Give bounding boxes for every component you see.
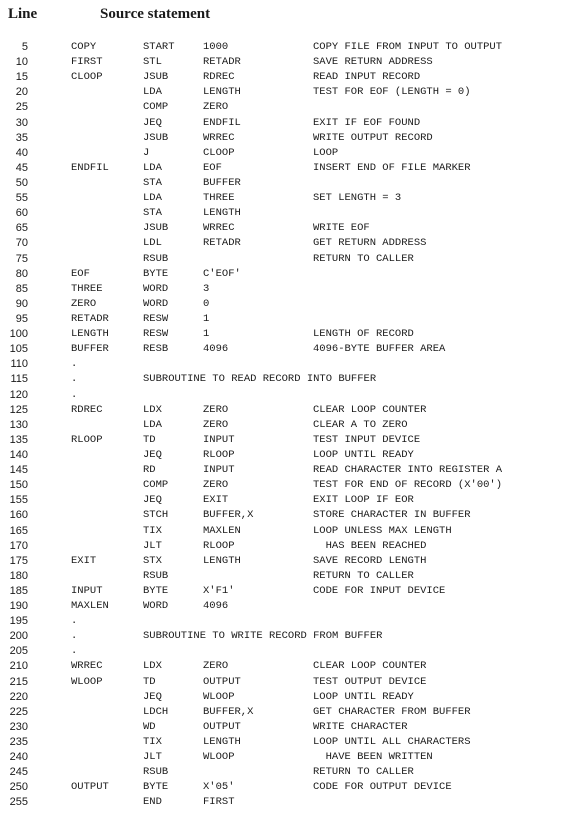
comment-field: RETURN TO CALLER [313,252,414,265]
opcode-field: END [143,796,162,809]
operand-field: X'05' [203,781,235,794]
label-field: . [71,373,78,386]
listing-row [0,116,567,131]
opcode-field: JSUB [143,222,169,235]
opcode-field: JEQ [143,690,162,703]
comment-field: HAS BEEN REACHED [313,539,427,552]
opcode-field: JEQ [143,494,162,507]
comment-field: HAVE BEEN WRITTEN [313,751,433,764]
line-number: 240 [9,751,28,764]
comment-field: LOOP UNTIL READY [313,448,414,461]
listing-row [0,312,567,327]
listing-row [0,463,567,478]
line-number: 75 [15,252,28,265]
line-number: 15 [15,71,28,84]
listing-row [0,221,567,236]
listing-row [0,554,567,569]
listing-row [0,282,567,297]
opcode-field: TD [143,675,156,688]
line-number: 250 [9,781,28,794]
operand-field: 4096 [203,343,229,356]
line-number: 70 [15,237,28,250]
listing-row [0,720,567,735]
listing-row [0,191,567,206]
label-field: . [71,645,78,658]
comment-field: SAVE RETURN ADDRESS [313,56,433,69]
comment-field: LOOP [313,146,339,159]
line-number: 120 [9,388,28,401]
listing-row [0,539,567,554]
line-number: 190 [9,600,28,613]
operand-field: LENGTH [203,86,241,99]
operand-field: LENGTH [203,207,241,220]
line-number: 85 [15,282,28,295]
listing-row [0,418,567,433]
opcode-field: SUBROUTINE TO READ RECORD INTO BUFFER [143,373,377,386]
line-number: 115 [10,373,28,386]
opcode-field: JLT [143,539,162,552]
comment-field: WRITE OUTPUT RECORD [313,131,433,144]
listing-row [0,236,567,251]
operand-field: C'EOF' [203,267,241,280]
opcode-field: RESW [143,312,169,325]
line-number: 135 [9,433,28,446]
comment-field: SET LENGTH = 3 [313,192,402,205]
line-number: 140 [9,448,28,461]
comment-field: CODE FOR INPUT DEVICE [313,584,446,597]
label-field: OUTPUT [71,781,109,794]
opcode-field: JSUB [143,71,169,84]
line-number: 220 [9,690,28,703]
comment-field: LOOP UNTIL READY [313,690,414,703]
opcode-field: START [143,41,175,53]
label-field: THREE [71,282,103,295]
operand-field: WRREC [203,222,235,235]
operand-field: RLOOP [203,539,235,552]
opcode-field: LDA [143,192,162,205]
listing-row [0,55,567,70]
operand-field: 1 [203,328,210,341]
line-number: 245 [9,766,28,779]
line-number: 40 [15,146,28,159]
opcode-field: TIX [143,736,162,749]
opcode-field: STA [143,176,162,189]
label-field: ENDFIL [71,161,109,174]
comment-field: WRITE EOF [313,222,370,235]
comment-field: READ CHARACTER INTO REGISTER A [313,464,503,477]
listing-row [0,569,567,584]
comment-field: GET CHARACTER FROM BUFFER [313,705,471,718]
line-number: 25 [15,101,28,114]
comment-field: LENGTH OF RECORD [313,328,414,341]
opcode-field: WD [143,720,156,733]
comment-field: RETURN TO CALLER [313,569,414,582]
comment-field: 4096-BYTE BUFFER AREA [313,343,446,356]
opcode-field: BYTE [143,584,169,597]
line-number: 50 [15,176,28,189]
line-number: 30 [15,116,28,129]
operand-field: RETADR [203,237,241,250]
line-number: 145 [9,464,28,477]
label-field: EXIT [71,554,97,567]
label-field: RETADR [71,312,109,325]
opcode-field: STCH [143,509,169,522]
comment-field: TEST FOR END OF RECORD (X'00') [313,479,503,492]
line-number: 205 [9,645,28,658]
opcode-field: WORD [143,297,169,310]
listing-row [0,690,567,705]
opcode-field: COMP [143,479,169,492]
opcode-field: WORD [143,600,169,613]
label-field: CLOOP [71,71,103,84]
source-listing [0,40,567,811]
operand-field: LENGTH [203,736,241,749]
operand-field: ZERO [203,479,229,492]
operand-field: ZERO [203,403,229,416]
line-number: 100 [9,328,28,341]
opcode-field: J [143,146,150,159]
line-number: 20 [15,86,28,99]
listing-row [0,599,567,614]
label-field: . [71,630,78,643]
comment-field: TEST INPUT DEVICE [313,433,421,446]
opcode-field: TIX [143,524,162,537]
opcode-field: JSUB [143,131,169,144]
opcode-field: COMP [143,101,169,114]
comment-field: EXIT IF EOF FOUND [313,116,421,129]
opcode-field: RSUB [143,766,169,779]
line-number: 160 [9,509,28,522]
operand-field: ZERO [203,660,229,673]
opcode-field: WORD [143,282,169,295]
operand-field: RDREC [203,71,235,84]
operand-field: CLOOP [203,146,235,159]
operand-field: X'F1' [203,584,235,597]
opcode-field: JEQ [143,116,162,129]
line-number: 95 [15,312,28,325]
opcode-field: RSUB [143,252,169,265]
listing-row [0,327,567,342]
listing-header [0,6,567,26]
operand-field: BUFFER [203,176,241,189]
opcode-field: BYTE [143,267,169,280]
line-number: 55 [15,192,28,205]
listing-row [0,146,567,161]
comment-field: SAVE RECORD LENGTH [313,554,427,567]
listing-row [0,493,567,508]
comment-field: TEST FOR EOF (LENGTH = 0) [313,86,471,99]
label-field: INPUT [71,584,103,597]
line-number: 180 [9,569,28,582]
label-field: LENGTH [71,328,109,341]
comment-field: INSERT END OF FILE MARKER [313,161,471,174]
operand-field: THREE [203,192,235,205]
listing-row [0,100,567,115]
listing-row [0,584,567,599]
operand-field: WLOOP [203,690,235,703]
label-field: WLOOP [71,675,103,688]
label-field: EOF [71,267,90,280]
listing-row [0,161,567,176]
listing-row [0,644,567,659]
listing-row [0,388,567,403]
operand-field: OUTPUT [203,720,241,733]
operand-field: EXIT [203,494,229,507]
comment-field: WRITE CHARACTER [313,720,408,733]
operand-field: RETADR [203,56,241,69]
opcode-field: RSUB [143,569,169,582]
operand-field: BUFFER,X [203,705,254,718]
operand-field: EOF [203,161,222,174]
listing-row [0,780,567,795]
opcode-field: TD [143,433,156,446]
listing-row [0,629,567,644]
line-number: 195 [9,615,28,628]
opcode-field: SUBROUTINE TO WRITE RECORD FROM BUFFER [143,630,383,643]
listing-row [0,750,567,765]
comment-field: CLEAR LOOP COUNTER [313,403,427,416]
line-number: 45 [15,161,28,174]
comment-field: EXIT LOOP IF EOR [313,494,414,507]
listing-row [0,705,567,720]
opcode-field: JLT [143,751,162,764]
opcode-field: LDL [143,237,162,250]
operand-field: MAXLEN [203,524,241,537]
operand-field: ZERO [203,101,229,114]
line-number: 255 [9,796,28,809]
label-field: . [71,615,78,628]
listing-row [0,659,567,674]
operand-field: OUTPUT [203,675,241,688]
comment-field: RETURN TO CALLER [313,766,414,779]
operand-field: LENGTH [203,554,241,567]
listing-row [0,206,567,221]
listing-row [0,403,567,418]
comment-field: READ INPUT RECORD [313,71,421,84]
listing-row [0,508,567,523]
comment-field: LOOP UNTIL ALL CHARACTERS [313,736,471,749]
line-number: 65 [15,222,28,235]
label-field: FIRST [71,56,103,69]
line-number: 210 [9,660,28,673]
line-number: 175 [9,554,28,567]
line-number: 165 [9,524,28,537]
line-number: 60 [15,207,28,220]
line-column-heading: Line [8,6,38,22]
comment-field: CLEAR LOOP COUNTER [313,660,427,673]
line-number: 35 [15,131,28,144]
line-number: 170 [9,539,28,552]
listing-row [0,433,567,448]
listing-row [0,131,567,146]
opcode-field: STA [143,207,162,220]
operand-field: INPUT [203,433,235,446]
comment-field: COPY FILE FROM INPUT TO OUTPUT [313,41,503,53]
listing-row [0,795,567,810]
operand-field: 1 [203,312,210,325]
opcode-field: LDA [143,86,162,99]
line-number: 10 [15,56,28,69]
operand-field: ENDFIL [203,116,241,129]
opcode-field: LDA [143,418,162,431]
comment-field: CLEAR A TO ZERO [313,418,408,431]
operand-field: WLOOP [203,751,235,764]
opcode-field: LDA [143,161,162,174]
label-field: RDREC [71,403,103,416]
line-number: 230 [9,720,28,733]
opcode-field: STL [143,56,162,69]
listing-row [0,765,567,780]
operand-field: 4096 [203,600,229,613]
listing-row [0,40,567,55]
operand-field: RLOOP [203,448,235,461]
listing-row [0,614,567,629]
opcode-field: RESW [143,328,169,341]
line-number: 125 [9,403,28,416]
listing-row [0,342,567,357]
opcode-field: RD [143,464,156,477]
listing-row [0,85,567,100]
listing-row [0,297,567,312]
listing-row [0,735,567,750]
label-field: RLOOP [71,433,103,446]
opcode-field: RESB [143,343,169,356]
listing-row [0,252,567,267]
listing-row [0,448,567,463]
comment-field: TEST OUTPUT DEVICE [313,675,427,688]
opcode-field: JEQ [143,448,162,461]
line-number: 215 [9,675,28,688]
opcode-field: STX [143,554,162,567]
label-field: . [71,358,78,371]
listing-row [0,176,567,191]
comment-field: CODE FOR OUTPUT DEVICE [313,781,452,794]
line-number: 80 [15,267,28,280]
opcode-field: LDX [143,403,162,416]
line-number: 130 [9,418,28,431]
listing-row [0,478,567,493]
opcode-field: BYTE [143,781,169,794]
operand-field: 3 [203,282,210,295]
listing-row [0,357,567,372]
line-number: 155 [9,494,28,507]
line-number: 225 [9,705,28,718]
opcode-field: LDX [143,660,162,673]
line-number: 150 [9,479,28,492]
operand-field: FIRST [203,796,235,809]
opcode-field: LDCH [143,705,169,718]
listing-row [0,524,567,539]
line-number: 90 [15,297,28,310]
listing-row [0,372,567,387]
line-number: 185 [9,584,28,597]
listing-row [0,675,567,690]
label-field: . [71,388,78,401]
line-number: 5 [21,41,28,53]
label-field: BUFFER [71,343,109,356]
comment-field: LOOP UNLESS MAX LENGTH [313,524,452,537]
line-number: 235 [9,736,28,749]
operand-field: ZERO [203,418,229,431]
comment-field: GET RETURN ADDRESS [313,237,427,250]
label-field: COPY [71,41,97,53]
label-field: ZERO [71,297,97,310]
operand-field: 0 [203,297,210,310]
operand-field: INPUT [203,464,235,477]
source-column-heading: Source statement [100,6,211,22]
operand-field: BUFFER,X [203,509,254,522]
comment-field: STORE CHARACTER IN BUFFER [313,509,471,522]
listing-row [0,267,567,282]
operand-field: WRREC [203,131,235,144]
listing-row [0,70,567,85]
label-field: WRREC [71,660,103,673]
line-number: 105 [9,343,28,356]
operand-field: 1000 [203,41,229,53]
line-number: 200 [9,630,28,643]
label-field: MAXLEN [71,600,109,613]
line-number: 110 [10,358,28,371]
